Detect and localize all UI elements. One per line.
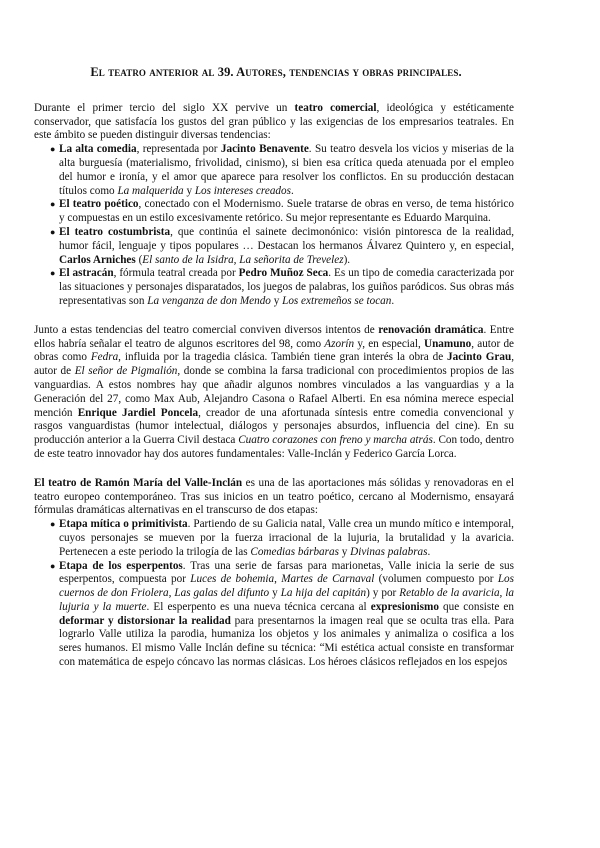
list-item: ● El astracán, fórmula teatral creada por Pedro Muñoz Seca. Es un tipo de comedia caracterizada por las situaciones y personajes disparatados, los juegos de palabras, los guiños paródicos. Sus obras más representativas son La venganza de don Mendo y Los extremeños se tocan. (50, 267, 514, 307)
list-item: ● El teatro poético, conectado con el Modernismo. Suele tratarse de obras en verso, de tema histórico y compuestas en un estilo excesivamente retórico. Su mejor representante es Eduardo Marquina. (50, 198, 514, 225)
bullet-icon: ● (50, 144, 56, 155)
list-item: ● La alta comedia, representada por Jacinto Benavente. Su teatro desvela los vicios y miserias de la alta burguesía (materialismo, frivolidad, cinismo), si bien esa crítica queda atenuada por el empleo del humor e ironía, y el amor que aparece para resolver los conflictos. En su producción destacan títulos como La malquerida y Los intereses creados. (50, 143, 514, 197)
intro-paragraph: Durante el primer tercio del siglo XX pervive un teatro comercial, ideológica y estéticamente conservador, que satisfacía los gustos del gran público y las exigencias de los empresarios teatrales. En este ámbito se pueden distinguir diversas tendencias: (34, 101, 514, 142)
list-item: ● Etapa de los esperpentos. Tras una serie de farsas para marionetas, Valle inicia la serie de sus esperpentos, compuesta por Luces de bohemia, Martes de Carnaval (volumen compuesto por Los cuernos de don Friolera, Las galas del difunto y La hija del capitán) y por Retablo de la avaricia, la lujuria y la muerte. El esperpento es una nueva técnica cercana al expresionismo que consiste en deformar y distorsionar la realidad para presentarnos la imagen real que se oculta tras ella. Para lograrlo Valle utiliza la parodia, humaniza los objetos y los animales y animaliza o cosifica a los seres humanos. El mismo Valle Inclán define su técnica: “Mi estética actual consiste en transformar con matemática de espejo cóncavo las normas clásicas. Los héroes clásicos reflejados en los espejos (50, 559, 515, 669)
bullet-icon: ● (50, 226, 56, 237)
bullet-icon: ● (50, 519, 56, 530)
renovation-paragraph: Junto a estas tendencias del teatro comercial conviven diversos intentos de renovación dramática. Entre ellos habría señalar el teatro de algunos escritores del 98, como Azorín y, en especial, Unamuno, autor de obras como Fedra, influida por la tragedia clásica. También tiene gran interés la obra de Jacinto Grau, autor de El señor de Pigmalión, donde se combina la farsa tradicional con procedimientos propios de las vanguardias. A estos nombres hay que añadir algunos nombres vinculados a las vanguardias y a la Generación del 27, como Max Aub, Alejandro Casona o Rafael Alberti. En esa nómina merece especial mención Enrique Jardiel Poncela, creador de una afortunada síntesis entre comedia convencional y rasgos vanguardistas (humor intelectual, diálogos y personajes absurdos, influencia del cine). En su producción anterior a la Guerra Civil destaca Cuatro corazones con freno y marcha atrás. Con todo, dentro de este teatro innovador hay dos autores fundamentales: Valle-Inclán y Federico García Lorca. (34, 323, 515, 460)
stages-list (34, 518, 514, 670)
list-item: ● El teatro costumbrista, que continúa el sainete decimonónico: visión pintoresca de la realidad, humor fácil, lenguaje y tipos populares … Destacan los hermanos Álvarez Quintero y, en especial, Carlos Arniches (El santo de la Isidra, La señorita de Trevelez). (50, 225, 514, 266)
bullet-icon: ● (50, 268, 56, 279)
list-item: ● Etapa mítica o primitivista. Partiendo de su Galicia natal, Valle crea un mundo mítico e intemporal, cuyos personajes se mueven por la fuerza irracional de la lujuria, la brutalidad y la avaricia. Pertenecen a este periodo la trilogía de las Comedias bárbaras y Divinas palabras. (50, 518, 514, 558)
bullet-icon: ● (50, 199, 56, 210)
bullet-icon: ● (50, 560, 56, 571)
page-title: El teatro anterior al 39. Autores, tendencias y obras principales. (90, 65, 462, 79)
tendencies-list (34, 143, 514, 309)
valle-inclan-paragraph: El teatro de Ramón María del Valle-Inclán es una de las aportaciones más sólidas y renovadoras en el teatro europeo contemporáneo. Tras sus inicios en un teatro poético, cercano al Modernismo, ensayará fórmulas dramáticas alternativas en el transcurso de dos etapas: (34, 476, 514, 517)
